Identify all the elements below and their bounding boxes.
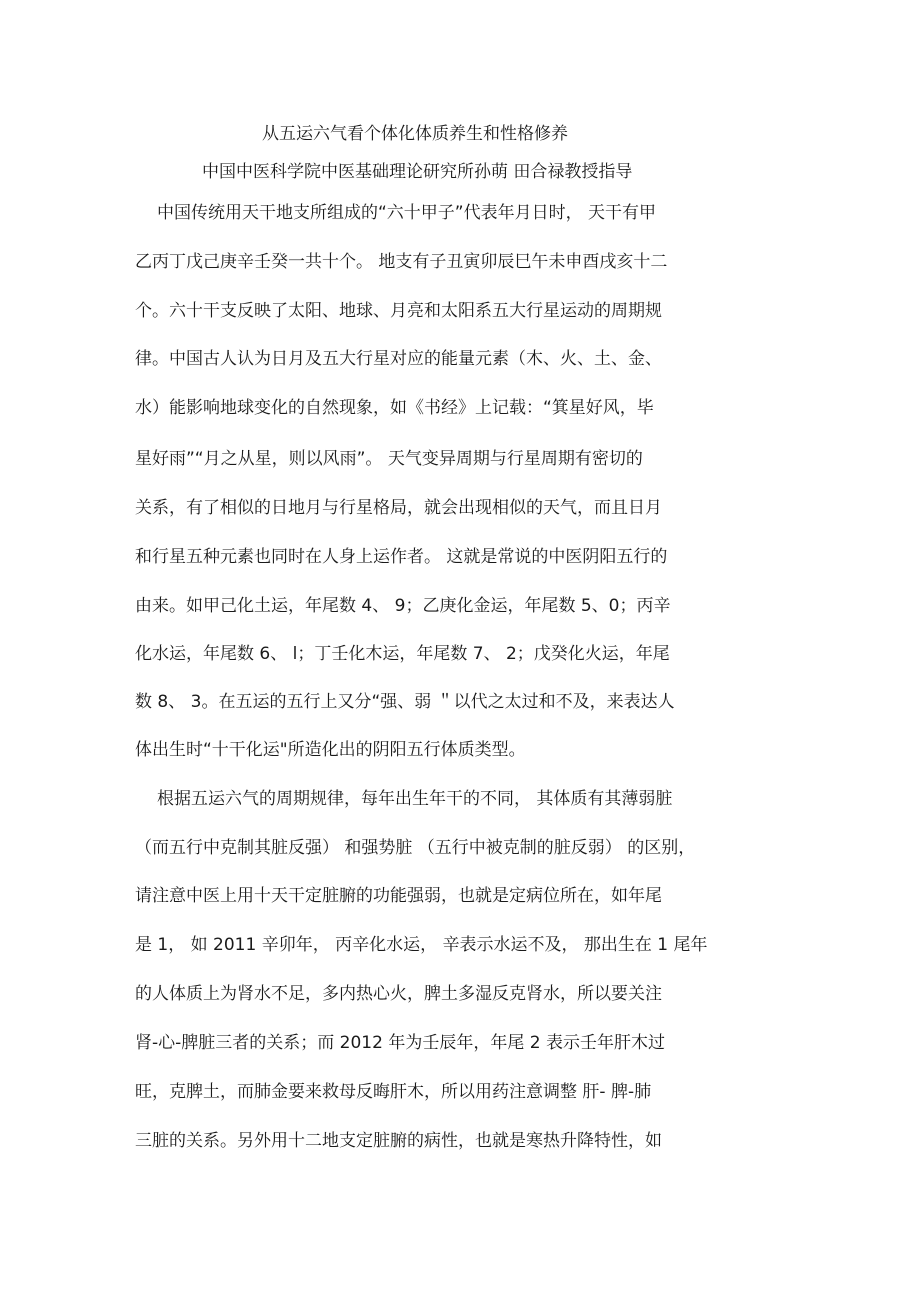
paragraph-2-line: 肾-心-脾脏三者的关系；而 2012 年为壬辰年，年尾 2 表示壬年肝木过 (135, 1033, 665, 1053)
paragraph-2-line: 的人体质上为肾水不足，多内热心火，脾土多湿反克肾水，所以要关注 (135, 984, 662, 1004)
document-title: 从五运六气看个体化体质养生和性格修养 (262, 124, 568, 144)
paragraph-1-line: 水）能影响地球变化的自然现象，如《书经》上记载：“箕星好风，毕 (135, 398, 654, 418)
paragraph-1-line: 化水运，年尾数 6、 l；丁壬化木运，年尾数 7、 2；戊癸化火运，年尾 (135, 644, 670, 664)
paragraph-1-line: 星好雨”“月之从星，则以风雨”。 天气变异周期与行星周期有密切的 (135, 449, 643, 469)
paragraph-2-line: 三脏的关系。另外用十二地支定脏腑的病性，也就是寒热升降特性，如 (135, 1131, 662, 1151)
paragraph-2-line: 是 1， 如 2011 辛卯年， 丙辛化水运， 辛表示水运不及， 那出生在 1 尾年 (135, 935, 708, 955)
paragraph-1-line: 体出生时“十干化运"所造化出的阴阳五行体质类型。 (135, 740, 526, 760)
paragraph-1-line: 由来。如甲己化土运，年尾数 4、 9；乙庚化金运，年尾数 5、0；丙辛 (135, 596, 671, 616)
paragraph-2-line: 请注意中医上用十天干定脏腑的功能强弱，也就是定病位所在，如年尾 (135, 886, 662, 906)
paragraph-1-line: 乙丙丁戊己庚辛壬癸一共十个。 地支有子丑寅卯辰巳午未申酉戌亥十二 (135, 252, 668, 272)
paragraph-1-line: 律。中国古人认为日月及五大行星对应的能量元素（木、火、土、金、 (135, 349, 662, 369)
paragraph-2-line: （而五行中克制其脏反强） 和强势脏 （五行中被克制的脏反弱） 的区别， (135, 838, 696, 858)
paragraph-1-line: 中国传统用天干地支所组成的“六十甲子”代表年月日时， 天干有甲 (157, 203, 657, 223)
paragraph-2-line: 旺，克脾土，而肺金要来救母反晦肝木，所以用药注意调整 肝- 脾-肺 (135, 1082, 652, 1102)
document-subtitle: 中国中医科学院中医基础理论研究所孙萌 田合禄教授指导 (202, 162, 633, 182)
paragraph-1-line: 数 8、 3。在五运的五行上又分“强、弱 ＂以代之太过和不及，来表达人 (135, 692, 675, 712)
paragraph-1-line: 和行星五种元素也同时在人身上运作者。 这就是常说的中医阴阳五行的 (135, 547, 668, 567)
paragraph-2-line: 根据五运六气的周期规律，每年出生年干的不同， 其体质有其薄弱脏 (157, 789, 673, 809)
paragraph-1-line: 关系，有了相似的日地月与行星格局，就会出现相似的天气，而且日月 (135, 498, 662, 518)
paragraph-1-line: 个。六十干支反映了太阳、地球、月亮和太阳系五大行星运动的周期规 (135, 301, 662, 321)
